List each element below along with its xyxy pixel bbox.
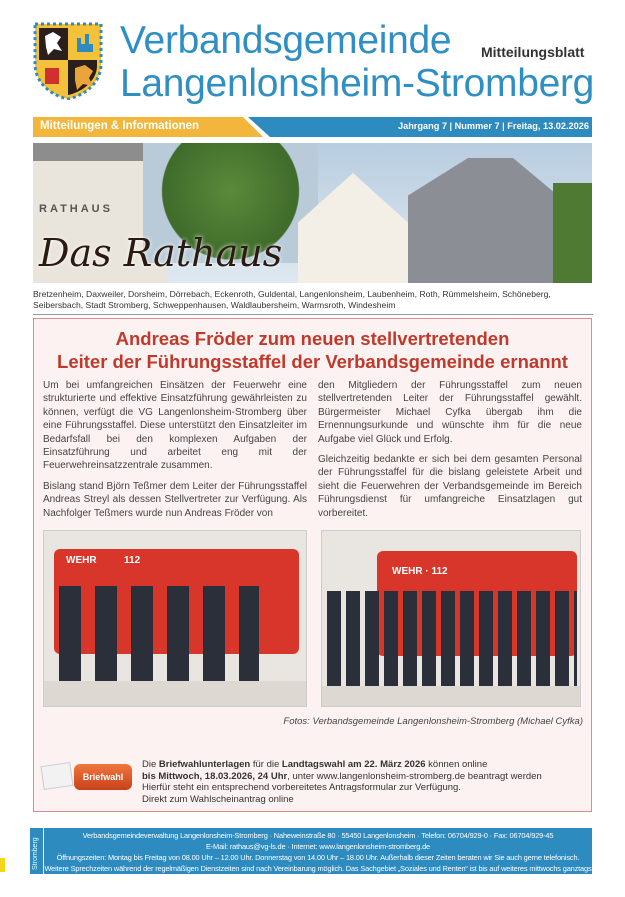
article-column-right: den Mitgliedern der Führungsstaffel zum neuen stellvertretenden Leiter der Führungsstaffel gewählt. Bürgermeister Michael Cyfka übergab ihm die Ernennungsurkunde und wünschte ihm für die neue Aufgabe viel Glück und Erfolg. Gleichzeitig bedankte er sich bei dem gesamten Personal der Führungsstaffel für die bislang geleistete Arbeit und sieht die Feuerwehren der Verbandsgemeinde im Bereich Führungsdienst für umfangreiche Einsatzlagen gut vorbereitet. — [318, 380, 582, 519]
hero-image-rathaus: RATHAUS Das Rathaus — [33, 143, 592, 283]
wahlschein-link[interactable]: Direkt zum Wahlscheinantrag online — [142, 793, 294, 805]
coat-of-arms-logo — [33, 22, 103, 100]
member-towns-list: Bretzenheim, Daxweiler, Dorsheim, Dörrebach, Eckenroth, Guldental, Langenlonsheim, Laubenheim, Roth, Rümmelsheim, Schöneberg, Seibersbach, Stadt Stromberg, Schweppenhausen, Waldlaubersheim, Warmsroth, Windesheim — [33, 289, 593, 315]
publication-name: Mitteilungsblatt — [481, 44, 585, 60]
article-box — [33, 318, 592, 812]
envelope-icon — [40, 762, 73, 790]
footer-side-tab: Stromberg — [30, 828, 43, 874]
title-line-2: Langenlonsheim-Stromberg — [120, 62, 595, 105]
footer-contact: Verbandsgemeindeverwaltung Langenlonsheim-Stromberg · Naheweinstraße 80 · 55450 Langenlonsheim · Telefon: 06704/929-0 · Fax: 06704/929-45 E-Mail: rathaus@vg-ls.de · Internet: www.langenlonsheim-stromberg.de Öffnungszeiten: Montag bis Freitag von 08.00 Uhr – 12.00 Uhr. Donnerstag von 14.00 Uhr – 18.00 Uhr. Außerhalb dieser Zeiten beraten wir Sie auch gerne telefonisch. Weitere Sprechzeiten während der regelmäßigen Dienstzeiten sind nach Vereinbarung möglich. Das Sachgebiet „Soziales und Renten“ ist bis auf weiteres mittwochs ganztags geschlossen. — [44, 828, 592, 874]
article-headline: Andreas Fröder zum neuen stellvertretenden Leiter der Führungsstaffel der Verbandsgemeinde ernannt — [57, 328, 568, 372]
article-column-left: Um bei umfangreichen Einsätzen der Feuerwehr eine strukturierte und effektive Einsatzführung gewährleisten zu können, verfügt die VG Langenlonsheim-Stromberg über eine Führungsstaffel. Diese unterstützt den Einsatzleiter im Bedarfsfall bei den komplexen Aufgaben der Einsatzführung und arbeitet eng mit der Feuerwehreinsatzzentrale zusammen. Bislang stand Björn Teßmer dem Leiter der Führungsstaffel Andreas Streyl als dessen Stellvertreter zur Verfügung. Als Nachfolger Teßmers wurde nun Andreas Fröder von — [43, 380, 307, 519]
briefwahl-button[interactable]: Briefwahl — [74, 764, 132, 790]
briefwahl-text: Die Briefwahlunterlagen für die Landtagswahl am 22. März 2026 können online bis Mittwoch, 18.03.2026, 24 Uhr, unter www.langenlonsheim-stromberg.de beantragt werden Hierfür steht ein entsprechend vorbereitetes Antragsformular zur Verfügung. Direkt zum Wahlscheinantrag online — [142, 759, 582, 805]
issue-info: Jahrgang 7 | Nummer 7 | Freitag, 13.02.2026 — [397, 121, 589, 131]
hero-script-title: Das Rathaus — [39, 231, 283, 275]
section-label: Mitteilungen & Informationen — [40, 120, 200, 132]
photo-caption: Fotos: Verbandsgemeinde Langenlonsheim-Stromberg (Michael Cyfka) — [283, 716, 583, 727]
photo-group: WEHR · 112 — [321, 530, 581, 707]
title-line-1: Verbandsgemeinde — [120, 19, 452, 62]
page-marker — [0, 858, 5, 872]
photo-handover: WEHR 112 — [43, 530, 307, 707]
